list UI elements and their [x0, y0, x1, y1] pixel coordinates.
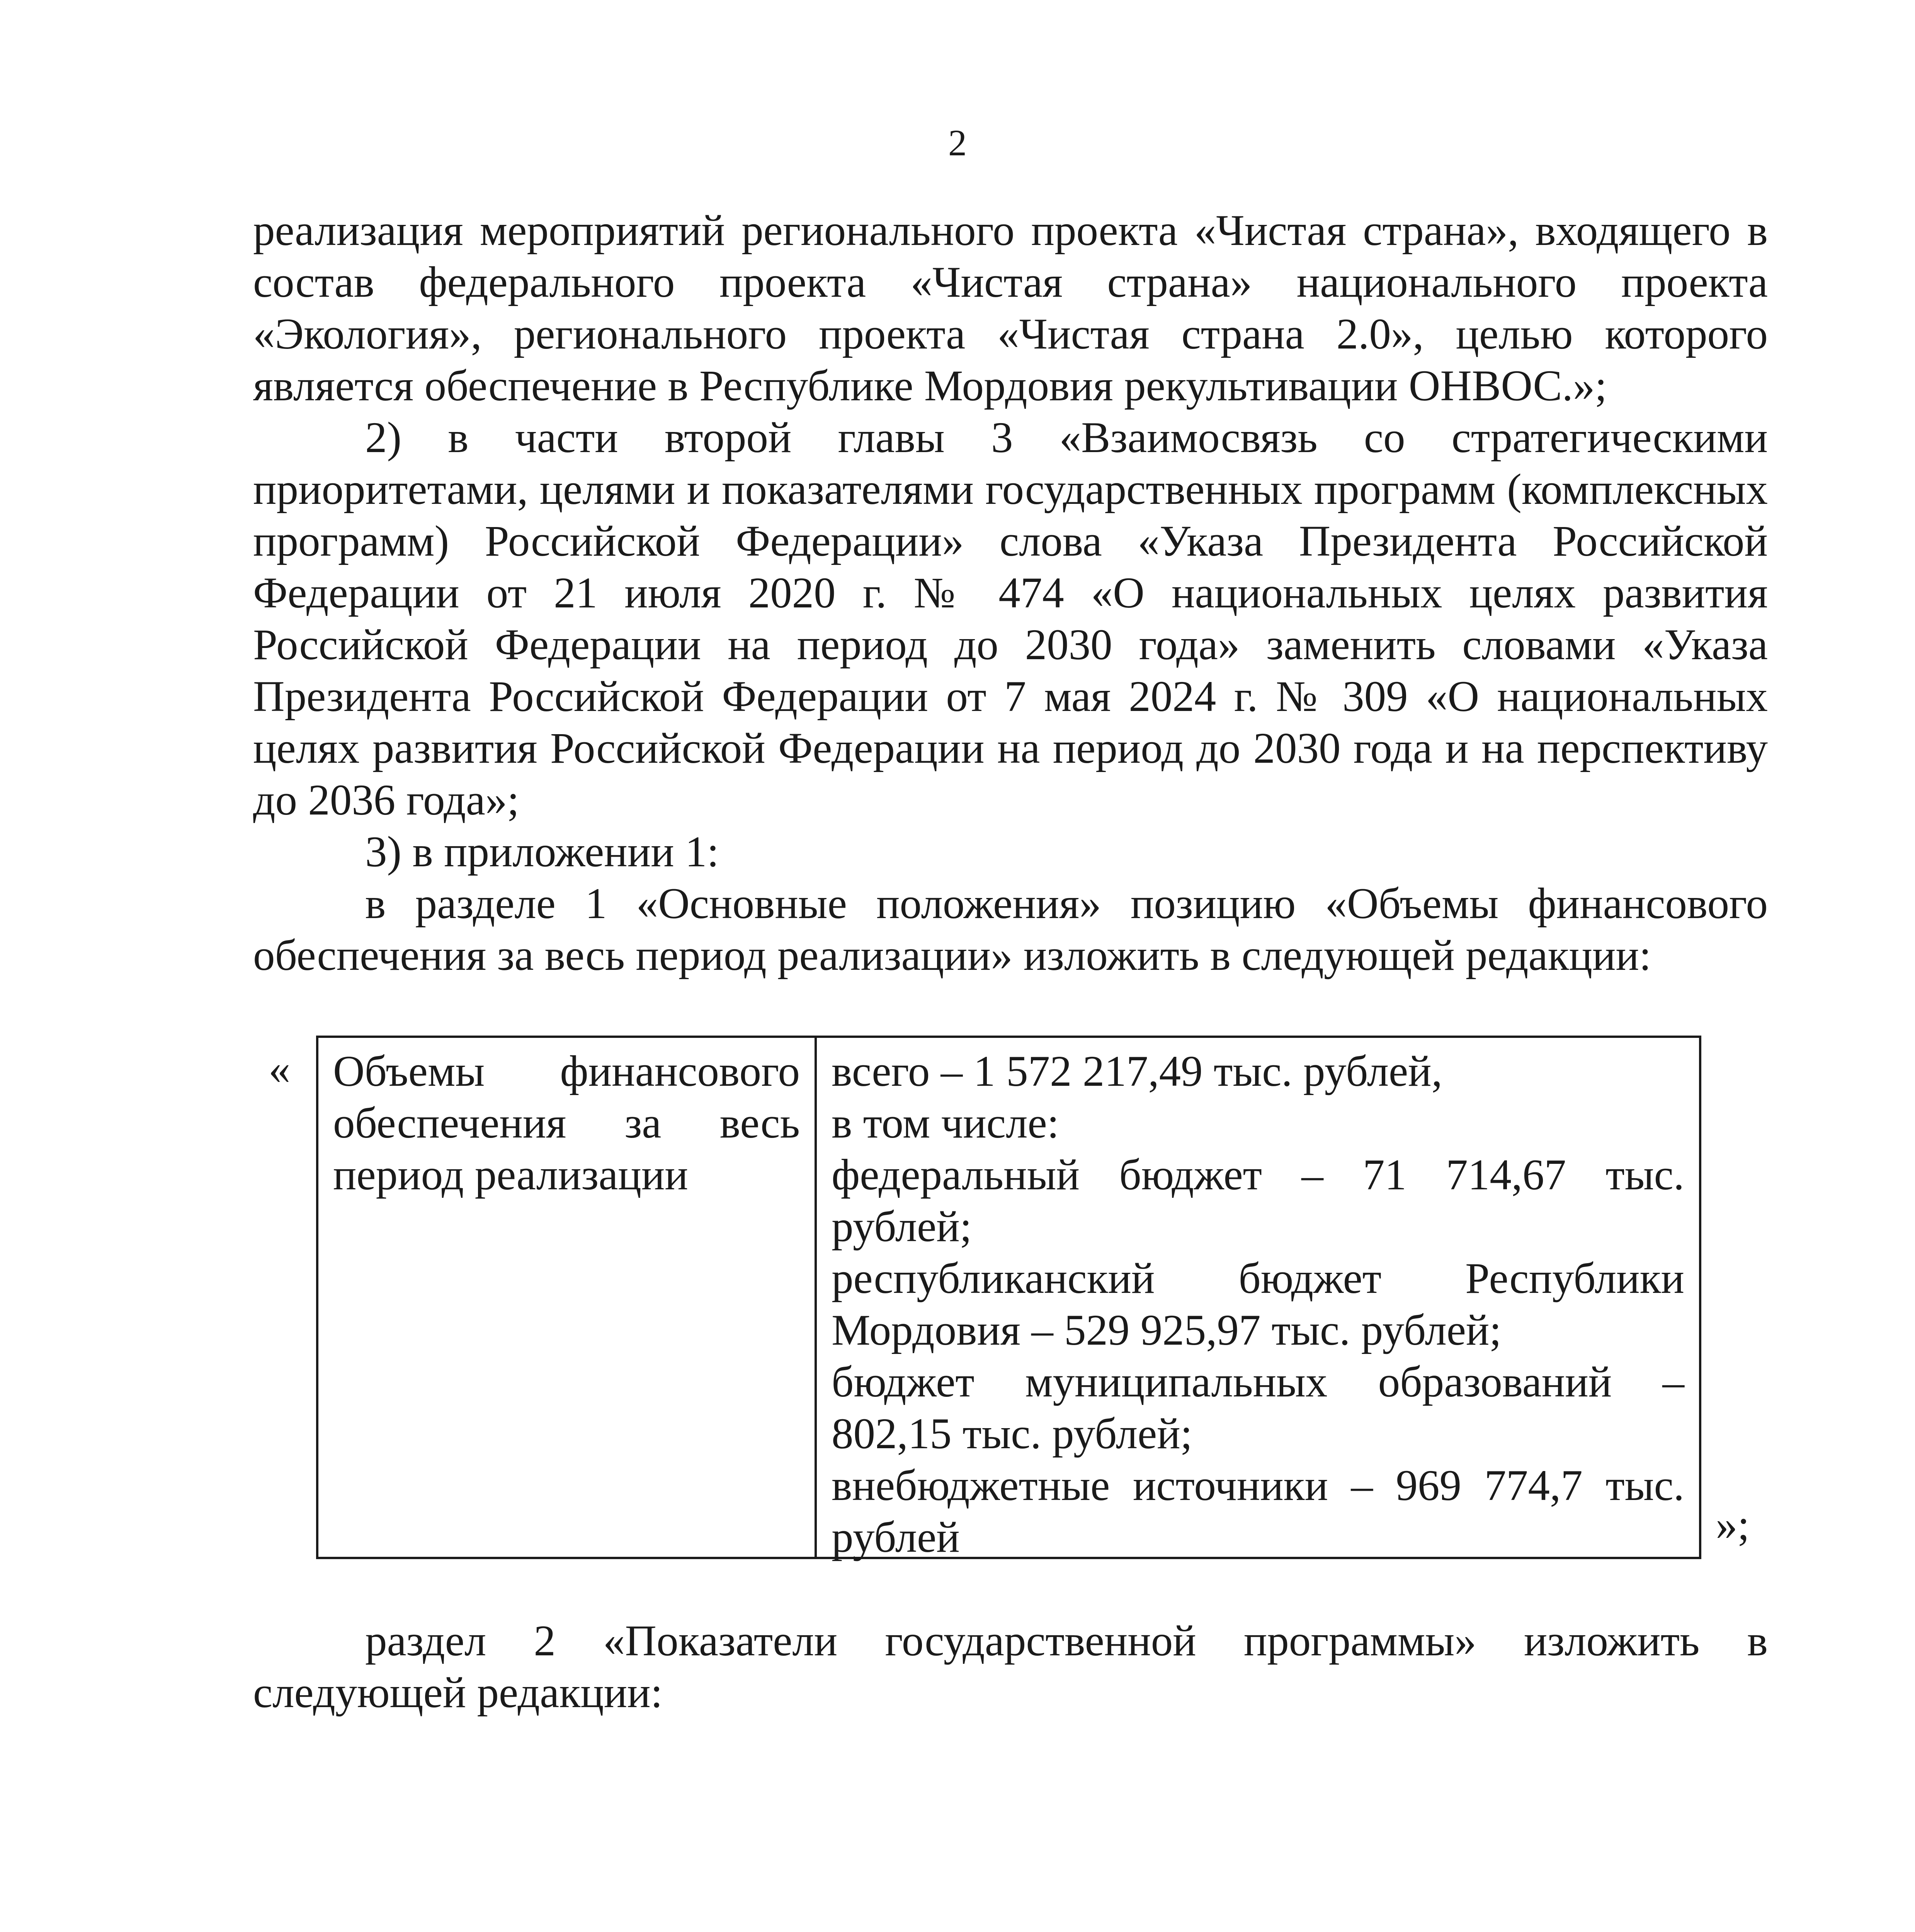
table-line-federal: федеральный бюджет – 71 714,67 тыс. рублей;: [832, 1151, 1684, 1251]
page-number: 2: [948, 122, 967, 163]
section-1-intro: в разделе 1 «Основные положения» позицию «Объемы финансового обеспечения за весь период реализации» изложить в следующей редакции:: [253, 879, 1768, 980]
intro-paragraph: реализация мероприятий регионального проекта «Чистая страна», входящего в состав федерального проекта «Чистая страна» национального проекта «Экология», регионального проекта «Чистая страна 2.0», целью которого является обеспечение в Республике Мордовия рекультивации ОНВОС.»;: [253, 206, 1768, 410]
item-3-paragraph: 3) в приложении 1:: [365, 828, 719, 876]
table-line-including: в том числе:: [832, 1099, 1060, 1147]
item-2-paragraph: 2) в части второй главы 3 «Взаимосвязь со стратегическими приоритетами, целями и показателями государственных программ (комплексных программ) Российской Федерации» слова «Указа Президента Российской Федерации от 21 июля 2020 г. № 474 «О национальных целях развития Российской Федерации на период до 2030 года» заменить словами «Указа Президента Российской Федерации от 7 мая 2024 г. № 309 «О национальных целях развития Российской Федерации на период до 2030 года и на перспективу до 2036 года»;: [253, 413, 1768, 824]
table-line-extrabudgetary: внебюджетные источники – 969 774,7 тыс. рублей: [832, 1461, 1684, 1561]
table-line-total: всего – 1 572 217,49 тыс. рублей,: [832, 1047, 1442, 1095]
quote-close: »;: [1716, 1501, 1750, 1549]
quote-open: «: [269, 1045, 291, 1093]
document-body-bottom: [253, 1615, 1768, 1719]
table-right-cell: [817, 1038, 1699, 1561]
table-line-republican: республиканский бюджет Республики Мордовия – 529 925,97 тыс. рублей;: [832, 1254, 1684, 1354]
financing-table: [316, 1036, 1701, 1559]
table-line-municipal: бюджет муниципальных образований – 802,15 тыс. рублей;: [832, 1358, 1684, 1458]
table-left-cell: Объемы финансового обеспечения за весь период реализации: [318, 1038, 817, 1557]
section-2-intro: раздел 2 «Показатели государственной программы» изложить в следующей редакции:: [253, 1617, 1768, 1717]
document-body-top: [253, 205, 1768, 981]
